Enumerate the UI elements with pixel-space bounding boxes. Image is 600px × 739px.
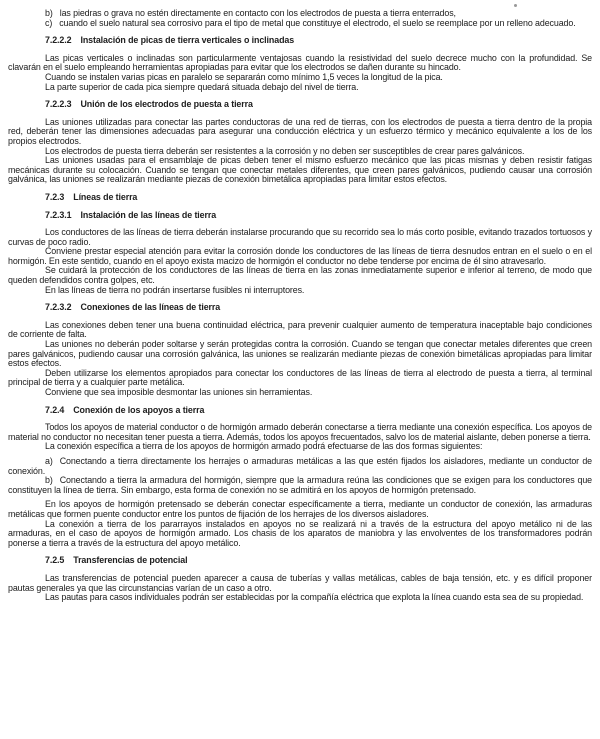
section-title: Instalación de las líneas de tierra <box>80 209 217 220</box>
list-item <box>8 476 592 495</box>
paragraph: Las uniones utilizadas para conectar las partes conductoras de una red de tierras, con los electrodos de puesta a tierra dentro de la propia red, deberán tener las dimensiones adecuadas para asegurar una conducción eléctrica y un esfuerzo térmico y mecánico equivalente a los de los propios electrodos. <box>8 116 592 146</box>
section-number: 7.2.4 <box>45 404 65 415</box>
paragraph: La conexión a tierra de los pararrayos instalados en apoyos no se realizará ni a través de la estructura del apoyo metálico ni de las armaduras, en el caso de apoyos de hormigón armado. Los chasis de los aparatos de maniobra y las envolventes de los transformadores podrán ponerse a tierra a través de la estructura del apoyo metálico. <box>8 518 592 548</box>
scan-artifact-dot <box>514 4 517 7</box>
list-item-text: cuando el suelo natural sea corrosivo para el tipo de metal que constituye el electrodo, el suelo se reemplace por un relleno adecuado. <box>59 17 576 28</box>
paragraph: Las uniones usadas para el ensamblaje de picas deben tener el mismo esfuerzo mecánico que las picas mismas y deben resistir fatigas mecánicas durante su colocación. Cuando se tengan que conectar metales diferentes, que creen pares galvánicos, pudiendo causar una corrosión galvánica, las uniones se realizarán mediante piezas de conexión bimetálica apropiadas para limitar estos efectos. <box>8 155 592 185</box>
section-title: Unión de los electrodos de puesta a tierra <box>80 99 253 110</box>
section-title: Conexiones de las líneas de tierra <box>80 302 221 313</box>
paragraph: Los electrodos de puesta tierra deberán ser resistentes a la corrosión y no deben ser susceptibles de crear pares galvánicos. <box>45 145 525 156</box>
list-item <box>8 457 592 476</box>
list-item-text: Conectando a tierra directamente los herrajes o armaduras metálicas a las que estén fijados los aisladores, mediante un conductor de conexión. <box>8 455 592 476</box>
paragraph: Las conexiones deben tener una buena continuidad eléctrica, para prevenir cualquier aumento de temperatura inaceptable bajo condiciones de corriente de falta. <box>8 319 592 340</box>
section-heading <box>45 303 592 313</box>
section-number: 7.2.3.1 <box>45 209 72 220</box>
section-heading <box>45 193 592 203</box>
list-item-text: Conectando a tierra la armadura del hormigón, siempre que la armadura reúna las condiciones que se exigen para los conductores que constituyen la línea de tierra. Sin embargo, esta forma de conexión no se admitirá en los apoyos de hormigón pretensado. <box>8 475 592 495</box>
paragraph: En las líneas de tierra no podrán insertarse fusibles ni interruptores. <box>45 284 305 295</box>
paragraph: Las pautas para casos individuales podrán ser establecidas por la compañía eléctrica que explota la línea cuando esta sea de su propiedad. <box>45 592 584 603</box>
paragraph: Los conductores de las líneas de tierra deberán instalarse procurando que su recorrido sea lo más corto posible, evitando trazados tortuosos y curvas de poco radio. <box>8 227 592 247</box>
list-item-marker: b) <box>45 475 53 486</box>
paragraph: Todos los apoyos de material conductor o de hormigón armado deberán conectarse a tierra mediante una conexión específica. Los apoyos de material no conductor no necesitan tener puesta a tierra. Además, todos los apoyos frecuentados, salvo los de material aislante, deben ponerse a tierra. <box>8 422 592 442</box>
paragraph: Se cuidará la protección de los conductores de las líneas de tierra en las zonas inmediatamente superior e inferior al terreno, de modo que queden defendidos contra golpes, etc. <box>8 265 592 286</box>
paragraph: Las uniones no deberán poder soltarse y serán protegidas contra la corrosión. Cuando se tengan que conectar metales diferentes que creen pares galvánicos, pudiendo causar una corrosión galvánica, las uniones se realizarán mediante piezas de conexión bimetálicas apropiadas para limitar estos efectos. <box>8 339 592 369</box>
paragraph: Las picas verticales o inclinadas son particularmente ventajosas cuando la resistividad del suelo decrece mucho con la profundidad. Se clavarán en el suelo empleando herramientas apropiadas para evitar que los electrodos se dañen durante su hincado. <box>8 52 592 73</box>
section-heading <box>45 100 592 110</box>
section-title: Transferencias de potencial <box>73 555 188 566</box>
paragraph: La conexión específica a tierra de los apoyos de hormigón armado podrá efectuarse de las dos formas siguientes: <box>45 441 483 452</box>
section-title: Instalación de picas de tierra verticales o inclinadas <box>80 35 295 46</box>
list-item-marker: b) <box>45 8 53 18</box>
paragraph: Deben utilizarse los elementos apropiados para conectar los conductores de las líneas de tierra al electrodo de puesta a tierra, al terminal principal de tierra y a cualquier parte metálica. <box>8 367 592 388</box>
section-number: 7.2.5 <box>45 555 65 566</box>
list-item-text: las piedras o grava no estén directamente en contacto con los electrodos de puesta a tierra enterrados, <box>59 8 456 18</box>
section-number: 7.2.3 <box>45 191 65 202</box>
list-item-marker: c) <box>45 17 53 28</box>
paragraph: Conviene prestar especial atención para evitar la corrosión donde los conductores de las líneas de tierra desnudos entran en el suelo o en el hormigón. En este sentido, cuando en el apoyo exista macizo de hormigón el conductor no debe tenderse por encima de él sino atravesarlo. <box>8 246 592 266</box>
document-content <box>8 9 592 603</box>
section-heading <box>45 406 592 416</box>
paragraph: Conviene que sea imposible desmontar las uniones sin herramientas. <box>45 387 313 397</box>
paragraph: En los apoyos de hormigón pretensado se deberán conectar específicamente a tierra, mediante un conductor de conexión, las armaduras metálicas que formen puente conductor entre los puntos de fijación de los herrajes de los diversos aisladores. <box>8 499 592 519</box>
paragraph: Cuando se instalen varias picas en paralelo se separarán como mínimo 1,5 veces la longitud de la pica. <box>45 71 443 82</box>
section-title: Líneas de tierra <box>73 191 138 202</box>
section-number: 7.2.2.2 <box>45 35 72 46</box>
section-title: Conexión de los apoyos a tierra <box>73 404 205 415</box>
section-number: 7.2.2.3 <box>45 99 72 110</box>
list-item <box>8 19 592 29</box>
paragraph: Las transferencias de potencial pueden aparecer a causa de tuberías y vallas metálicas, cables de baja tensión, etc. y es difícil proponer pautas generales ya que las circunstancias varían de un caso a otro. <box>8 572 592 593</box>
list-item-marker: a) <box>45 455 53 466</box>
section-heading <box>45 36 592 46</box>
section-heading <box>45 556 592 566</box>
section-heading <box>45 211 592 221</box>
section-number: 7.2.3.2 <box>45 302 72 313</box>
paragraph: La parte superior de cada pica siempre quedará situada debajo del nivel de tierra. <box>45 81 359 92</box>
